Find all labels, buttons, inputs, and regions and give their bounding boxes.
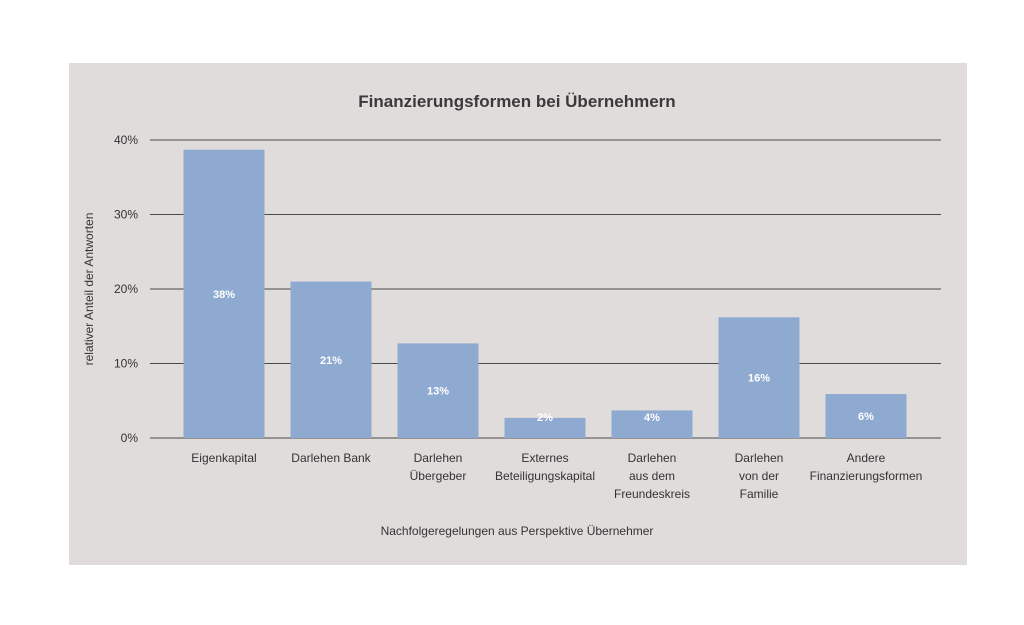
y-axis-label: relativer Anteil der Antworten: [82, 212, 96, 366]
x-tick-label: Darlehen Übergeber: [409, 451, 467, 483]
x-tick-label: Darlehen aus dem Freundeskreis: [613, 451, 691, 501]
chart-title: Finanzierungsformen bei Übernehmern: [358, 92, 676, 111]
bar-chart: [69, 63, 967, 565]
data-label: 16%: [747, 372, 771, 385]
x-tick-label: Darlehen Bank: [291, 451, 371, 465]
data-label: 38%: [212, 288, 236, 301]
x-tick-label: Externes Beteiligungskapital: [494, 451, 596, 483]
data-label: 4%: [644, 412, 660, 424]
y-tick-label: 20%: [113, 282, 138, 296]
x-tick-label: Eigenkapital: [191, 451, 257, 465]
y-tick-label: 10%: [113, 356, 138, 371]
data-label: 13%: [426, 385, 450, 398]
data-label: 21%: [319, 354, 343, 367]
data-label: 6%: [858, 411, 874, 424]
y-tick-label: 30%: [113, 207, 138, 222]
y-tick-label: 40%: [113, 133, 138, 147]
chart-panel: [69, 63, 967, 565]
bars: [184, 150, 907, 438]
x-axis-label: Nachfolgeregelungen aus Perspektive Übernehmer: [380, 524, 654, 538]
x-tick-label: Darlehen von der Familie: [734, 451, 784, 501]
x-tick-label: Andere Finanzierungsformen: [809, 451, 923, 483]
data-label: 2%: [537, 412, 553, 424]
y-tick-label: 0%: [120, 431, 138, 445]
x-axis-tick-labels: [191, 451, 922, 501]
